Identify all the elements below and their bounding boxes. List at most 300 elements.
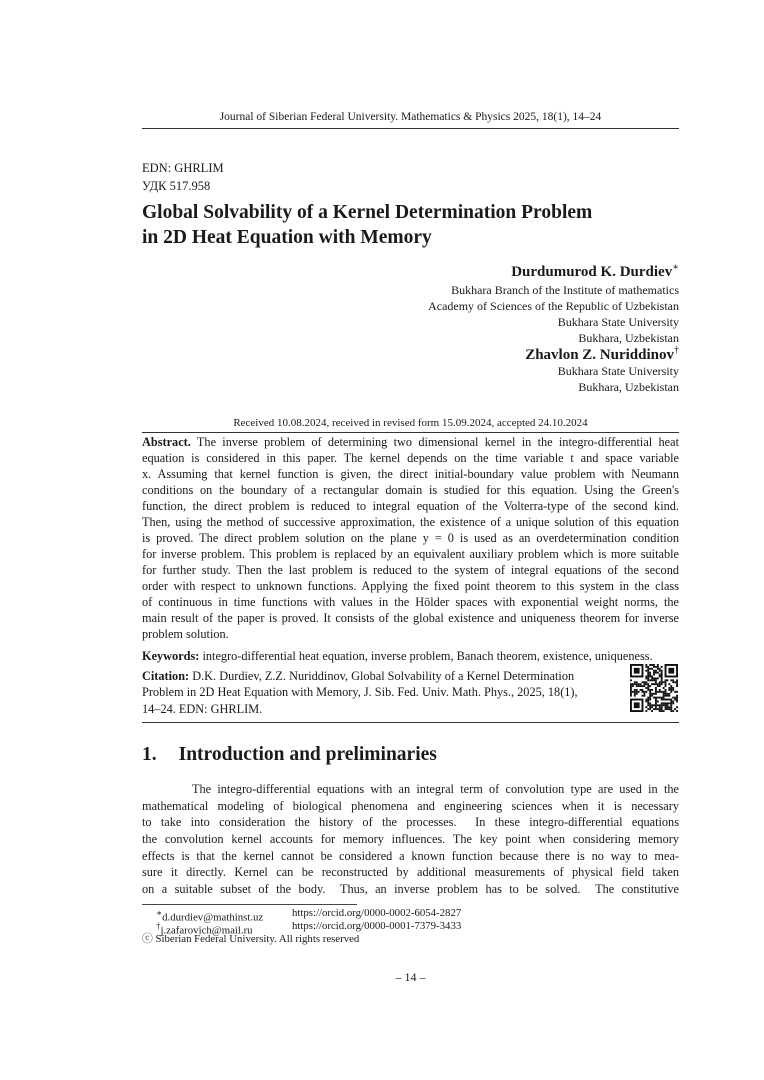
abstract-line-text: main result of the paper is proved. It consists of the global existence and uniqueness theorem for inverse — [142, 611, 679, 625]
qr-module — [659, 681, 661, 683]
qr-module — [649, 706, 651, 708]
qr-module — [676, 679, 678, 681]
qr-module — [649, 699, 651, 701]
abstract-line — [142, 578, 679, 594]
qr-module — [647, 672, 649, 674]
qr-module — [676, 699, 678, 701]
intro-line: mathematical modeling of biological phenomena and engineering sciences when it is necessary — [142, 798, 679, 813]
qr-module — [647, 668, 649, 670]
qr-module — [674, 691, 676, 693]
qr-module — [645, 666, 647, 668]
qr-module — [657, 697, 659, 699]
qr-module — [670, 702, 672, 704]
qr-module — [676, 697, 678, 699]
qr-module — [657, 668, 659, 670]
affiliation: Bukhara State University — [557, 315, 679, 329]
qr-module — [670, 700, 672, 702]
qr-module — [632, 691, 634, 693]
qr-module — [653, 670, 655, 672]
qr-module — [665, 691, 667, 693]
qr-module — [649, 679, 651, 681]
abstract-line — [142, 594, 679, 610]
affiliation: Academy of Sciences of the Republic of Uzbekistan — [428, 299, 679, 313]
qr-module — [643, 691, 645, 693]
qr-module — [659, 689, 661, 691]
qr-module — [666, 702, 668, 704]
section-number: 1. — [142, 744, 157, 765]
qr-module — [665, 704, 667, 706]
qr-module — [643, 685, 645, 687]
qr-module — [672, 700, 674, 702]
qr-module — [649, 685, 651, 687]
qr-module — [663, 704, 665, 706]
qr-module — [643, 695, 645, 697]
qr-module — [666, 693, 668, 695]
author-mark: ∗ — [672, 262, 679, 273]
qr-module — [636, 681, 638, 683]
keywords — [142, 648, 679, 664]
qr-module — [630, 685, 632, 687]
qr-module — [653, 704, 655, 706]
qr-module — [655, 704, 657, 706]
qr-module — [636, 683, 638, 685]
qr-module — [676, 695, 678, 697]
qr-module — [666, 706, 668, 708]
qr-module — [670, 691, 672, 693]
qr-module — [663, 691, 665, 693]
qr-module — [653, 683, 655, 685]
qr-module — [653, 666, 655, 668]
qr-module — [666, 699, 668, 701]
qr-module — [665, 693, 667, 695]
qr-module — [659, 710, 661, 712]
qr-module — [663, 710, 665, 712]
qr-module — [649, 697, 651, 699]
edn: EDN: GHRLIM — [142, 161, 224, 175]
qr-module — [657, 704, 659, 706]
qr-module — [663, 699, 665, 701]
qr-module — [655, 691, 657, 693]
qr-module — [649, 668, 651, 670]
qr-module — [672, 689, 674, 691]
qr-module — [647, 708, 649, 710]
qr-module — [661, 699, 663, 701]
qr-module — [670, 679, 672, 681]
qr-module — [651, 668, 653, 670]
qr-module — [655, 679, 657, 681]
qr-module — [665, 685, 667, 687]
qr-module — [649, 664, 651, 666]
qr-module — [649, 708, 651, 710]
qr-module — [643, 693, 645, 695]
qr-module — [634, 702, 640, 708]
qr-module — [651, 676, 653, 678]
qr-module — [661, 676, 663, 678]
qr-module — [668, 702, 670, 704]
keywords-text: integro-differential heat equation, inverse problem, Banach theorem, existence, uniqueness. — [199, 649, 653, 663]
qr-module — [655, 677, 657, 679]
citation-line — [142, 668, 612, 684]
qr-module — [647, 697, 649, 699]
abstract-line — [142, 466, 679, 482]
qr-module — [659, 685, 661, 687]
qr-module — [672, 687, 674, 689]
qr-module — [649, 693, 651, 695]
qr-module — [653, 664, 655, 666]
qr-module — [645, 700, 647, 702]
qr-module — [668, 668, 674, 674]
affiliation: Bukhara Branch of the Institute of mathematics — [451, 283, 679, 297]
abstract-line-text: function, the direct problem is reduced to integral equation of the Volterra-type of the second kind. — [142, 499, 679, 513]
qr-module — [666, 708, 668, 710]
qr-module — [670, 689, 672, 691]
footnotes — [142, 907, 562, 946]
qr-module — [665, 699, 667, 701]
header-rule — [142, 128, 679, 129]
qr-module — [661, 691, 663, 693]
qr-module — [665, 708, 667, 710]
abstract-line-text: is proved. The direct problem solution on the plane y = 0 is used as an overdetermination condition — [142, 531, 679, 545]
qr-module — [645, 664, 647, 666]
qr-module — [657, 685, 659, 687]
qr-module — [672, 697, 674, 699]
abstract-line — [142, 498, 679, 514]
author-mark: † — [674, 345, 679, 356]
qr-module — [640, 685, 642, 687]
qr-module — [653, 679, 655, 681]
footnote — [142, 907, 562, 924]
qr-module — [665, 695, 667, 697]
qr-module — [651, 706, 653, 708]
qr-module — [668, 687, 670, 689]
qr-module — [638, 683, 640, 685]
qr-module — [653, 672, 655, 674]
qr-module — [663, 687, 665, 689]
qr-module — [653, 693, 655, 695]
qr-module — [655, 687, 657, 689]
qr-module — [657, 700, 659, 702]
qr-module — [661, 670, 663, 672]
qr-module — [659, 697, 661, 699]
qr-module — [645, 676, 647, 678]
qr-module — [657, 708, 659, 710]
qr-module — [651, 683, 653, 685]
qr-module — [657, 672, 659, 674]
author-name: Zhavlon Z. Nuriddinov — [525, 347, 674, 363]
qr-module — [653, 708, 655, 710]
qr-module — [655, 697, 657, 699]
abstract-line-text: order with respect to unknown functions. Applying the fixed point theorem to this system in the class — [142, 579, 679, 593]
abstract-line-text: for further study. Then the last problem is reduced to the system of integral equations of the second — [142, 563, 679, 577]
author-1-affiliations — [428, 282, 679, 346]
qr-module — [642, 689, 644, 691]
intro-line: The integro-differential equations with an integral term of convolution type are used in the — [142, 782, 679, 796]
abstract-line — [142, 546, 679, 562]
qr-module — [659, 670, 661, 672]
qr-module — [672, 679, 674, 681]
qr-module — [659, 691, 661, 693]
qr-module — [647, 702, 649, 704]
author-name: Durdumurod K. Durdiev — [511, 264, 673, 280]
qr-module — [649, 676, 651, 678]
qr-module — [672, 681, 674, 683]
qr-module — [647, 666, 649, 668]
qr-module — [659, 676, 661, 678]
abstract-line — [142, 610, 679, 626]
qr-module — [666, 679, 668, 681]
title-line: in 2D Heat Equation with Memory — [142, 227, 432, 248]
abstract-line — [142, 626, 679, 642]
qr-module — [634, 693, 636, 695]
qr-module — [663, 695, 665, 697]
qr-module — [659, 704, 661, 706]
qr-module — [651, 710, 653, 712]
footnote-email[interactable]: j.zafarovich@mail.ru — [160, 924, 253, 937]
qr-module — [653, 677, 655, 679]
qr-module — [659, 668, 661, 670]
qr-module — [640, 683, 642, 685]
affiliation: Bukhara, Uzbekistan — [578, 380, 679, 394]
received-dates: Received 10.08.2024, received in revised form 15.09.2024, accepted 24.10.2024 — [233, 417, 588, 429]
qr-module — [630, 683, 632, 685]
abstract-line-text: Then, using the method of successive approximation, the existence of a unique solution of this equation — [142, 515, 679, 529]
qr-module — [663, 697, 665, 699]
footnote-rule — [142, 904, 357, 905]
qr-module — [655, 706, 657, 708]
qr-module — [642, 685, 644, 687]
footnote-email[interactable]: d.durdiev@mathinst.uz — [162, 911, 264, 924]
abstract-top-rule — [142, 432, 679, 433]
qr-module — [668, 693, 670, 695]
qr-module — [647, 679, 649, 681]
qr-module — [651, 693, 653, 695]
introduction-text — [142, 781, 679, 898]
qr-module — [668, 708, 670, 710]
qr-module — [645, 699, 647, 701]
qr-module — [674, 681, 676, 683]
qr-module — [630, 687, 632, 689]
qr-module — [665, 679, 667, 681]
qr-module — [665, 689, 667, 691]
qr-module — [651, 695, 653, 697]
qr-module — [661, 681, 663, 683]
abstract-line — [142, 450, 679, 466]
qr-module — [657, 677, 659, 679]
page-number: – 14 – — [395, 970, 426, 984]
qr-module — [674, 708, 676, 710]
abstract-line-text: conditions on the boundary of a rectangular domain is studied for this equation. Using the Green's — [142, 483, 679, 497]
footnote-orcid[interactable]: https://orcid.org/0000-0001-7379-3433 — [292, 920, 462, 932]
qr-module — [659, 674, 661, 676]
qr-module — [676, 685, 678, 687]
qr-module — [655, 699, 657, 701]
qr-module — [638, 691, 640, 693]
footnote-orcid[interactable]: https://orcid.org/0000-0002-6054-2827 — [292, 907, 462, 919]
qr-module — [672, 710, 674, 712]
qr-module — [661, 666, 663, 668]
author-1 — [511, 262, 679, 281]
qr-module — [661, 674, 663, 676]
qr-module — [668, 706, 670, 708]
qr-module — [665, 683, 667, 685]
title-line: Global Solvability of a Kernel Determination Problem — [142, 202, 593, 223]
qr-module — [643, 681, 645, 683]
intro-line: effects is that the kernel cannot be considered a known function because there is no way to mea- — [142, 848, 679, 863]
footnote-mark: † — [156, 921, 161, 931]
citation-line-text: D.K. Durdiev, Z.Z. Nuriddinov, Global Solvability of a Kernel Determination — [189, 669, 575, 683]
qr-module — [634, 683, 636, 685]
qr-module — [659, 706, 661, 708]
qr-module — [663, 681, 665, 683]
qr-module — [670, 708, 672, 710]
qr-module — [661, 706, 663, 708]
copyright: ⓒ Siberian Federal University. All rights reserved — [142, 933, 360, 945]
footnote — [142, 920, 562, 937]
author-2-affiliations — [558, 363, 679, 395]
abstract-line-text: x. Assuming that kernel function is given, the direct initial-boundary value problem with Neumann — [142, 467, 679, 481]
citation-label: Citation: — [142, 669, 190, 683]
qr-module — [672, 702, 674, 704]
qr-module — [661, 702, 663, 704]
qr-module — [630, 691, 632, 693]
intro-line: to take into consideration the history of the processes. In these integro-differential equations — [142, 815, 679, 830]
qr-module — [668, 695, 670, 697]
qr-module — [647, 677, 649, 679]
qr-module — [649, 674, 651, 676]
qr-module — [670, 687, 672, 689]
qr-module — [655, 672, 657, 674]
qr-module — [655, 693, 657, 695]
qr-module — [647, 689, 649, 691]
abstract-line — [142, 514, 679, 530]
qr-module — [632, 685, 634, 687]
qr-module — [670, 706, 672, 708]
qr-module — [636, 693, 638, 695]
qr-module — [668, 689, 670, 691]
abstract-line-text: problem solution. — [142, 627, 229, 641]
qr-module — [665, 702, 667, 704]
section-title: Introduction and preliminaries — [178, 744, 437, 765]
qr-module — [642, 691, 644, 693]
abstract-line — [142, 562, 679, 578]
qr-module — [659, 683, 661, 685]
qr-module — [647, 683, 649, 685]
abstract-line — [142, 434, 679, 450]
intro-line: sure it directly. Kernel can be reconstructed by additional measurements of physical field taken — [142, 865, 679, 880]
qr-module — [670, 685, 672, 687]
qr-module — [674, 699, 676, 701]
qr-module — [655, 702, 657, 704]
qr-module — [642, 681, 644, 683]
qr-module — [645, 691, 647, 693]
qr-module — [645, 687, 647, 689]
qr-module — [647, 700, 649, 702]
qr-module — [659, 708, 661, 710]
running-header: Journal of Siberian Federal University. Mathematics & Physics 2025, 18(1), 14–24 — [219, 111, 602, 123]
qr-module — [655, 708, 657, 710]
qr-module — [645, 710, 647, 712]
qr-module — [649, 691, 651, 693]
qr-module — [649, 689, 651, 691]
qr-module — [666, 695, 668, 697]
section-heading — [142, 744, 437, 766]
qr-module — [653, 697, 655, 699]
qr-module — [655, 700, 657, 702]
qr-module — [636, 689, 638, 691]
qr-module — [632, 683, 634, 685]
citation-line-text: 14–24. EDN: GHRLIM. — [142, 701, 263, 716]
qr-module — [665, 706, 667, 708]
qr-module — [647, 674, 649, 676]
udk: УДК 517.958 — [142, 179, 211, 193]
qr-module — [661, 672, 663, 674]
qr-module — [655, 689, 657, 691]
qr-module — [674, 697, 676, 699]
affiliation: Bukhara State University — [557, 364, 679, 378]
qr-module — [655, 666, 657, 668]
qr-module — [640, 689, 642, 691]
qr-module — [647, 676, 649, 678]
abstract-line — [142, 482, 679, 498]
qr-code[interactable] — [630, 664, 678, 712]
qr-module — [661, 697, 663, 699]
qr-module — [657, 666, 659, 668]
intro-line: the convolution kernel accounts for memory influences. The key point when considering memory — [142, 832, 679, 847]
qr-module — [661, 677, 663, 679]
qr-module — [676, 681, 678, 683]
qr-module — [666, 704, 668, 706]
qr-module — [634, 695, 636, 697]
qr-module — [657, 683, 659, 685]
qr-module — [630, 695, 632, 697]
qr-module — [638, 685, 640, 687]
qr-module — [636, 685, 638, 687]
qr-module — [651, 664, 653, 666]
keywords-label: Keywords: — [142, 649, 200, 663]
qr-module — [655, 683, 657, 685]
footnote-mark: ∗ — [156, 908, 163, 918]
qr-module — [647, 687, 649, 689]
qr-module — [653, 674, 655, 676]
abstract-line-text: The inverse problem of determining two dimensional kernel in the integro-differential heat — [190, 435, 679, 449]
qr-module — [661, 683, 663, 685]
qr-module — [647, 685, 649, 687]
qr-module — [657, 664, 659, 666]
qr-module — [649, 695, 651, 697]
qr-module — [668, 699, 670, 701]
qr-module — [645, 683, 647, 685]
qr-module — [651, 677, 653, 679]
qr-module — [661, 679, 663, 681]
qr-module — [634, 689, 636, 691]
qr-module — [651, 704, 653, 706]
qr-module — [630, 679, 632, 681]
qr-module — [647, 699, 649, 701]
citation — [142, 668, 612, 717]
qr-module — [676, 700, 678, 702]
qr-module — [643, 683, 645, 685]
author-2 — [525, 345, 679, 364]
qr-module — [670, 710, 672, 712]
qr-module — [634, 668, 640, 674]
abstract-line-text: of continuous in time functions with values in the Hölder spaces with exponential weight norms, the — [142, 595, 679, 609]
qr-module — [665, 681, 667, 683]
qr-module — [676, 691, 678, 693]
qr-module — [676, 683, 678, 685]
qr-module — [676, 706, 678, 708]
qr-module — [645, 706, 647, 708]
citation-line-text: Problem in 2D Heat Equation with Memory, J. Sib. Fed. Univ. Math. Phys., 2025, 18(1), — [142, 685, 578, 700]
